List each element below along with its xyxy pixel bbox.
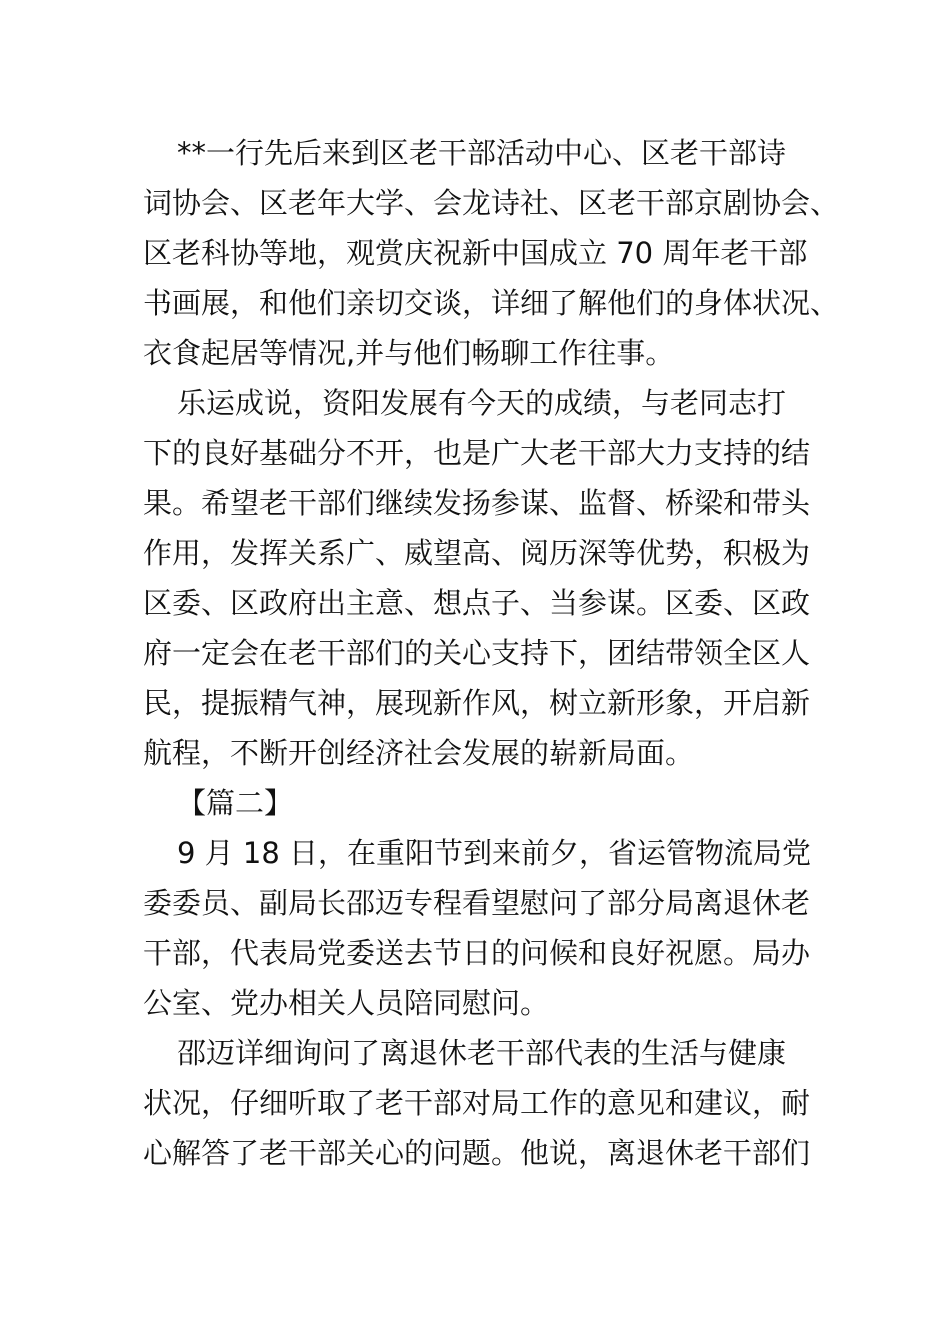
paragraph-2 — [143, 378, 823, 778]
paragraph-line: 公室、党办相关人员陪同慰问。 — [143, 986, 550, 1020]
paragraph-1 — [143, 128, 840, 378]
paragraph-line: 心解答了老干部关心的问题。他说，离退休老干部们 — [143, 1136, 811, 1170]
paragraph-line: 下的良好基础分不开，也是广大老干部大力支持的结 — [143, 436, 811, 470]
paragraph-line: 民，提振精气神，展现新作风，树立新形象，开启新 — [143, 686, 811, 720]
paragraph-line: 作用，发挥关系广、威望高、阅历深等优势，积极为 — [143, 536, 811, 570]
section-heading — [143, 778, 823, 828]
paragraph-line: 9 月 18 日，在重阳节到来前夕，省运管物流局党 — [177, 836, 812, 870]
paragraph-line: 果。希望老干部们继续发扬参谋、监督、桥梁和带头 — [143, 486, 811, 520]
paragraph-line: 航程，不断开创经济社会发展的崭新局面。 — [143, 736, 695, 770]
paragraph-line: 干部，代表局党委送去节日的问候和良好祝愿。局办 — [143, 936, 811, 970]
paragraph-line: 书画展，和他们亲切交谈，详细了解他们的身体状况、 — [143, 286, 840, 320]
paragraph-4 — [143, 1028, 823, 1178]
paragraph-3 — [143, 828, 823, 1028]
paragraph-line: 区老科协等地，观赏庆祝新中国成立 70 周年老干部 — [143, 236, 808, 270]
document-body — [143, 128, 840, 1178]
paragraph-line: 邵迈详细询问了离退休老干部代表的生活与健康 — [177, 1036, 787, 1070]
section-title: 【篇二】 — [177, 786, 294, 820]
paragraph-line: **一行先后来到区老干部活动中心、区老干部诗 — [177, 136, 787, 170]
paragraph-line: 区委、区政府出主意、想点子、当参谋。区委、区政 — [143, 586, 811, 620]
paragraph-line: 府一定会在老干部们的关心支持下，团结带领全区人 — [143, 636, 811, 670]
paragraph-line: 词协会、区老年大学、会龙诗社、区老干部京剧协会、 — [143, 186, 840, 220]
paragraph-line: 衣食起居等情况,并与他们畅聊工作往事。 — [143, 336, 675, 370]
paragraph-line: 状况，仔细听取了老干部对局工作的意见和建议，耐 — [143, 1086, 811, 1120]
paragraph-line: 乐运成说，资阳发展有今天的成绩，与老同志打 — [177, 386, 787, 420]
paragraph-line: 委委员、副局长邵迈专程看望慰问了部分局离退休老 — [143, 886, 811, 920]
